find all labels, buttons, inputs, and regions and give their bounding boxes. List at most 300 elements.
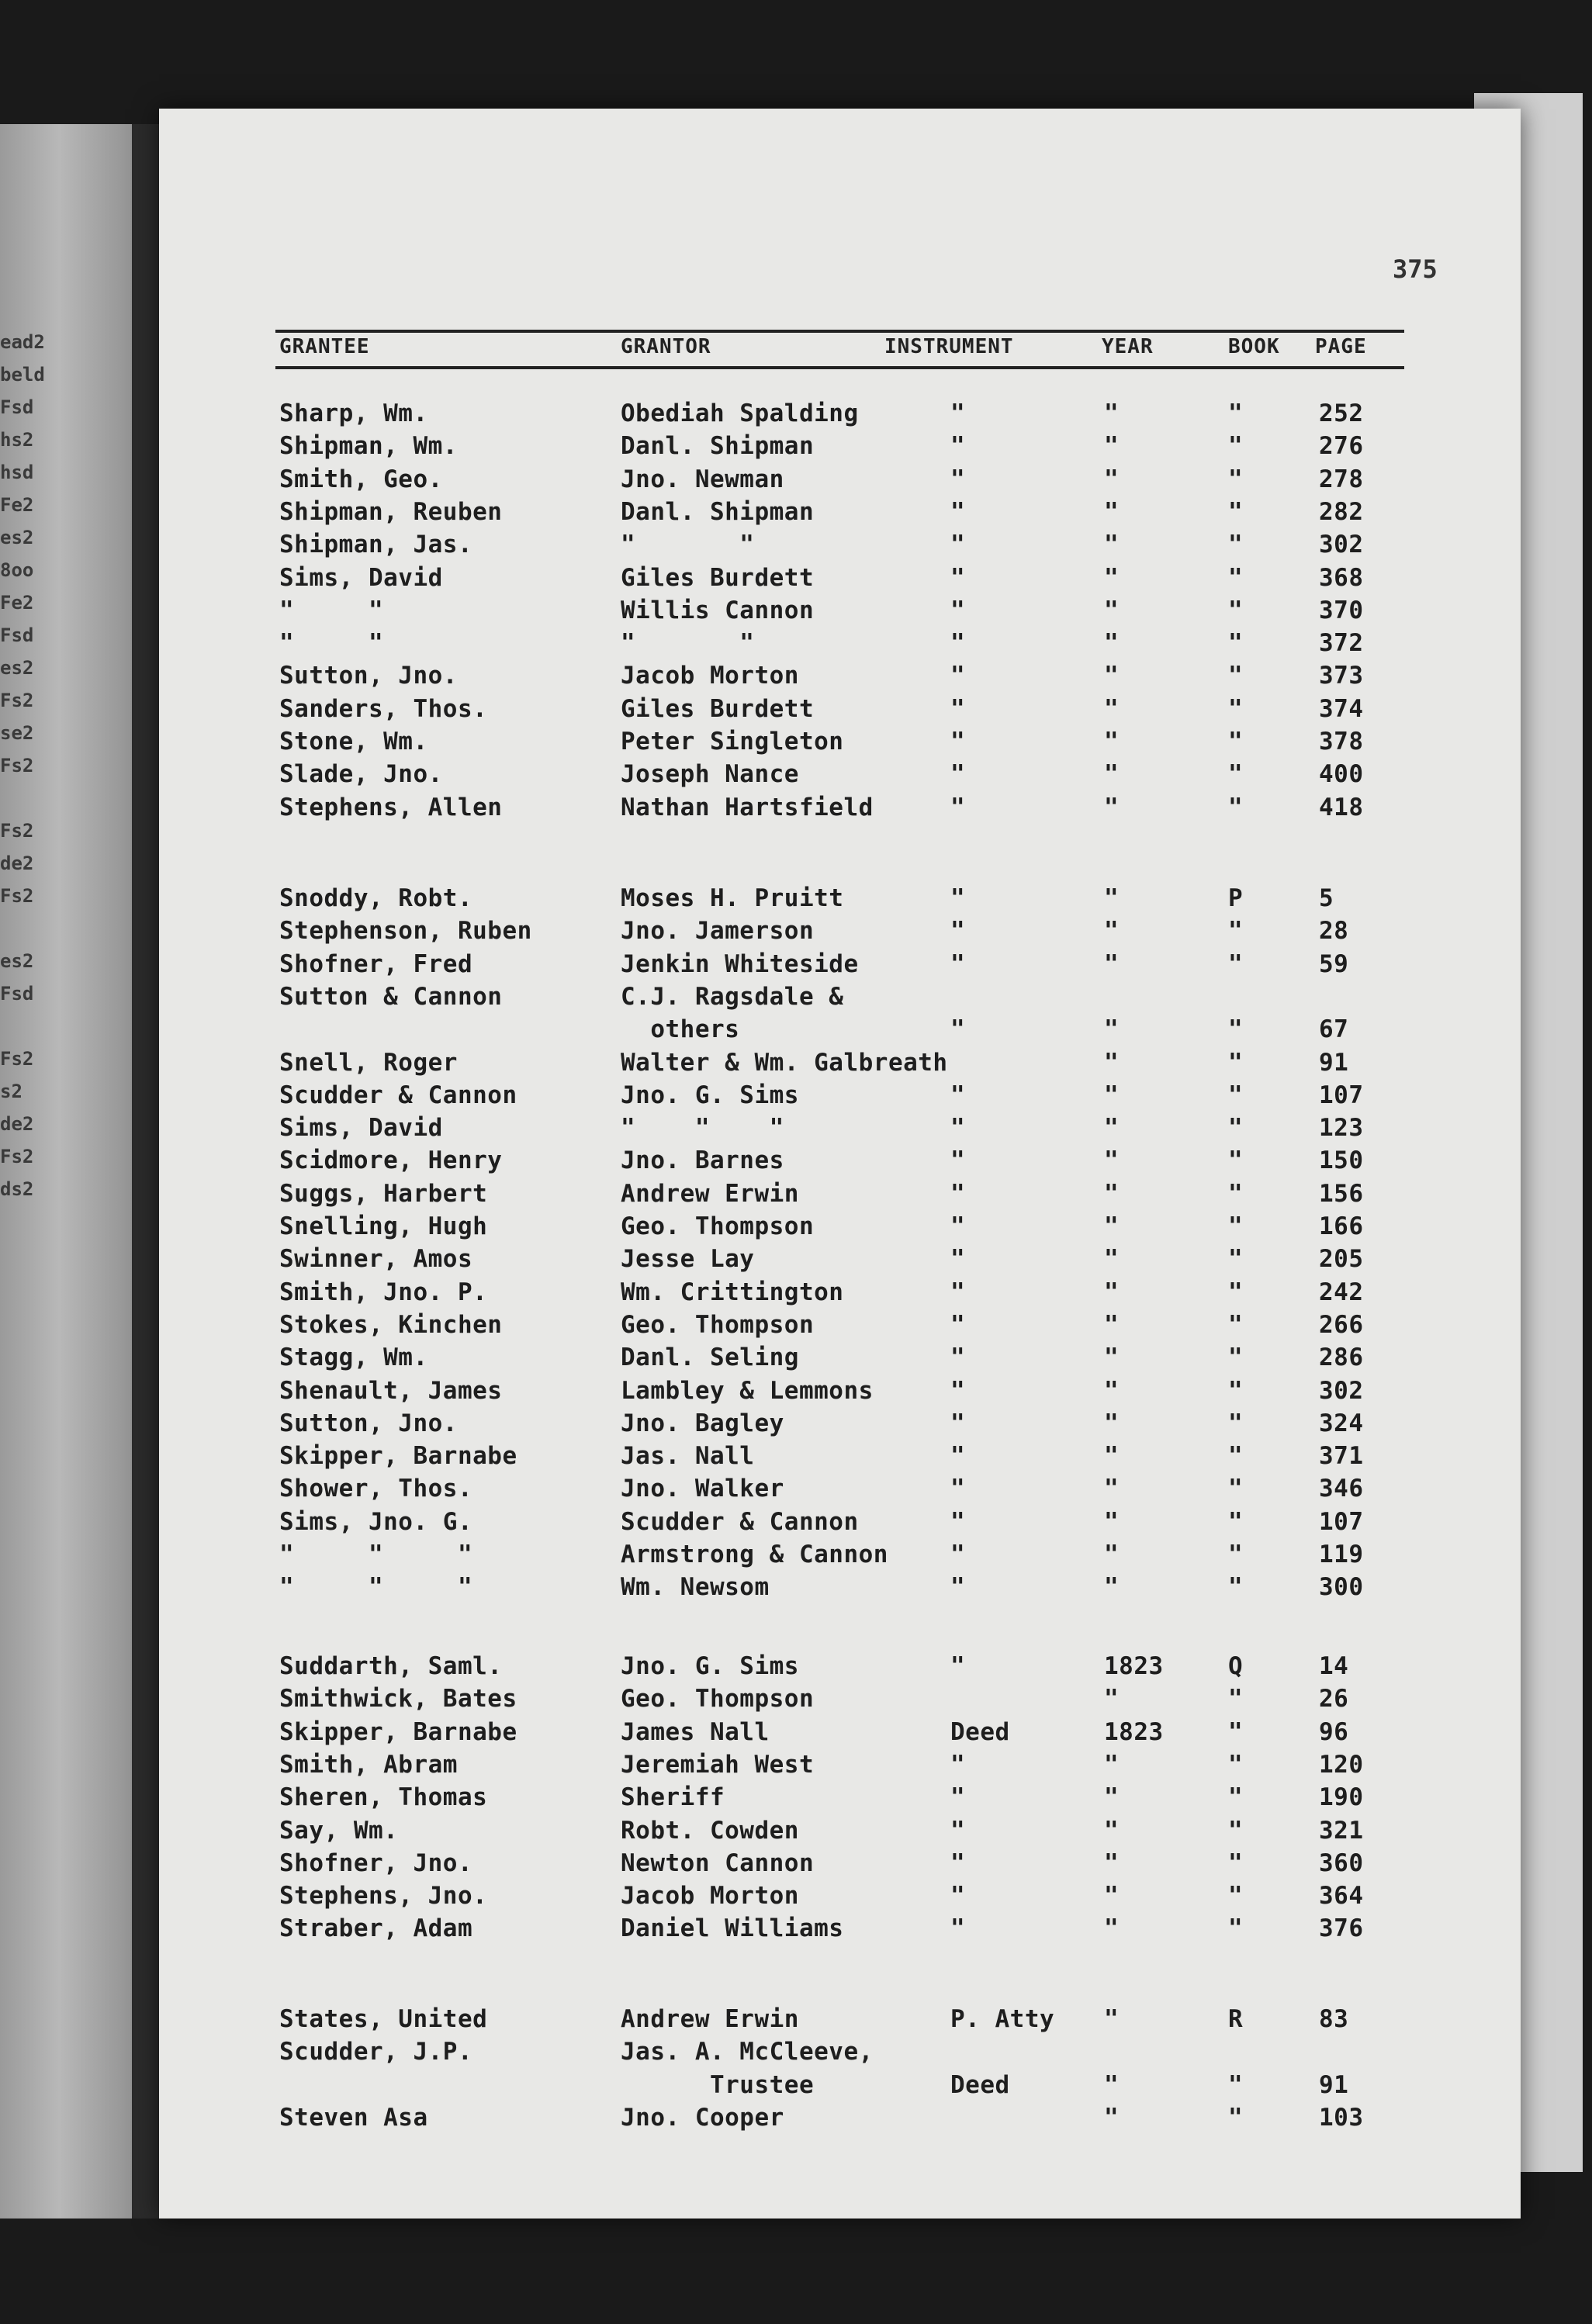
grantee-cell: " " [279,629,384,658]
ledger-row [159,1914,1521,1947]
grantor-cell: Jno. Bagley [621,1409,784,1437]
grantor-cell: Walter & Wm. Galbreath [621,1048,948,1077]
instrument-cell: " [950,760,966,789]
book-cell: " [1228,760,1244,789]
grantee-cell: Sheren, Thomas [279,1783,488,1812]
year-cell: " [1104,1179,1120,1208]
ledger-row [159,1882,1521,1914]
grantor-cell: Scudder & Cannon [621,1507,859,1536]
page-cell: 252 [1319,399,1364,427]
ledger-row [159,1508,1521,1541]
grantee-cell: Sharp, Wm. [279,399,428,427]
grantee-cell: Smith, Geo. [279,465,443,493]
page-cell: 59 [1319,949,1349,978]
grantee-cell: Sims, David [279,563,443,592]
grantor-cell: Jesse Lay [621,1245,755,1274]
book-cell: " [1228,1475,1244,1503]
grantee-cell: Straber, Adam [279,1914,473,1943]
grantor-cell: Jeremiah West [621,1750,815,1779]
grantor-cell: Lambley & Lemmons [621,1376,874,1405]
book-cell: " [1228,1783,1244,1812]
instrument-cell: " [950,1278,966,1306]
grantor-cell: Jno. Cooper [621,2103,784,2132]
page-cell: 103 [1319,2103,1364,2132]
ledger-row [159,2071,1521,2104]
grantee-cell: " " " [279,1573,473,1602]
year-cell: " [1104,596,1120,624]
instrument-cell: " [950,399,966,427]
instrument-cell: " [950,497,966,526]
ledger-row [159,2104,1521,2136]
grantee-cell: Shipman, Wm. [279,432,458,461]
year-cell: " [1104,432,1120,461]
ledger-row [159,399,1521,432]
grantee-cell: Stagg, Wm. [279,1344,428,1372]
ledger-row [159,1718,1521,1751]
instrument-cell: " [950,1179,966,1208]
page-cell: 370 [1319,596,1364,624]
ledger-row [159,465,1521,498]
grantee-cell: Slade, Jno. [279,760,443,789]
header-book: BOOK [1228,335,1280,358]
page-cell: 360 [1319,1848,1364,1877]
grantor-cell: Jno. Barnes [621,1146,784,1175]
book-cell: " [1228,1816,1244,1845]
year-cell: " [1104,563,1120,592]
page-cell: 14 [1319,1652,1349,1680]
grantee-cell: Sutton & Cannon [279,982,503,1011]
book-cell: " [1228,728,1244,756]
book-cell: " [1228,1278,1244,1306]
page-cell: 120 [1319,1750,1364,1779]
page-cell: 376 [1319,1914,1364,1943]
page-cell: 368 [1319,563,1364,592]
ledger-row [159,498,1521,531]
grantee-cell: Shipman, Reuben [279,497,503,526]
instrument-cell: " [950,1146,966,1175]
page-cell: 378 [1319,728,1364,756]
instrument-cell: " [950,563,966,592]
book-cell: " [1228,1442,1244,1471]
page-cell: 5 [1319,884,1334,912]
instrument-cell: " [950,596,966,624]
grantor-cell: Willis Cannon [621,596,815,624]
instrument-cell: " [950,1081,966,1109]
grantor-cell: Giles Burdett [621,563,815,592]
grantee-cell: Smith, Jno. P. [279,1278,488,1306]
ledger-row [159,629,1521,662]
grantee-cell: Shenault, James [279,1376,503,1405]
grantee-cell: Smith, Abram [279,1750,458,1779]
grantor-cell: Jno. Walker [621,1475,784,1503]
page-cell: 373 [1319,662,1364,690]
book-cell: " [1228,465,1244,493]
page-cell: 346 [1319,1475,1364,1503]
grantee-cell: " " [279,596,384,624]
page-cell: 166 [1319,1212,1364,1240]
ledger-row [159,1049,1521,1081]
grantee-cell: Sims, Jno. G. [279,1507,473,1536]
year-cell: " [1104,1541,1120,1568]
year-cell: " [1104,884,1120,912]
book-cell: " [1228,1015,1244,1044]
grantor-cell: Giles Burdett [621,694,815,723]
grantor-cell: Jno. G. Sims [621,1081,799,1109]
grantor-cell: Geo. Thompson [621,1685,815,1714]
instrument-cell: " [950,1015,966,1044]
page-cell: 364 [1319,1882,1364,1911]
ledger-row [159,1311,1521,1344]
grantor-cell: Geo. Thompson [621,1310,815,1339]
page-cell: 324 [1319,1409,1364,1437]
year-cell: " [1104,694,1120,723]
grantor-cell: Jno. Jamerson [621,917,815,946]
page-cell: 91 [1319,2070,1349,2099]
ledger-row [159,983,1521,1015]
instrument-cell: " [950,949,966,978]
year-cell: " [1104,917,1120,946]
year-cell: " [1104,1783,1120,1812]
instrument-cell: " [950,1652,966,1680]
book-cell: " [1228,1212,1244,1240]
page-cell: 418 [1319,793,1364,821]
book-cell: " [1228,1344,1244,1372]
ledger-row [159,950,1521,983]
year-cell: " [1104,1344,1120,1372]
page-cell: 286 [1319,1344,1364,1372]
book-cell: " [1228,1146,1244,1175]
grantor-cell: Newton Cannon [621,1848,815,1877]
book-cell: " [1228,1573,1244,1602]
grantor-cell: Jas. Nall [621,1442,755,1471]
page-cell: 266 [1319,1310,1364,1339]
grantor-cell: Danl. Seling [621,1344,799,1372]
year-cell: " [1104,1278,1120,1306]
instrument-cell: " [950,728,966,756]
year-cell: " [1104,629,1120,658]
book-cell: " [1228,563,1244,592]
grantor-cell: Daniel Williams [621,1914,844,1943]
ledger-row [159,728,1521,760]
book-cell: " [1228,1914,1244,1943]
year-cell: " [1104,728,1120,756]
instrument-cell: " [950,917,966,946]
instrument-cell: " [950,1376,966,1405]
instrument-cell: " [950,1442,966,1471]
ledger-row [159,1180,1521,1212]
page-cell: 321 [1319,1816,1364,1845]
grantee-cell: Stephenson, Ruben [279,917,532,946]
grantee-cell: Stephens, Jno. [279,1882,488,1911]
page-cell: 282 [1319,497,1364,526]
year-cell: " [1104,1914,1120,1943]
grantor-cell: Obediah Spalding [621,399,859,427]
grantee-cell: Skipper, Barnabe [279,1717,517,1746]
grantee-cell: Snoddy, Robt. [279,884,473,912]
year-cell: " [1104,2070,1120,2099]
year-cell: " [1104,1015,1120,1044]
year-cell: " [1104,2005,1120,2033]
instrument-cell: " [950,1882,966,1911]
book-cell: " [1228,2103,1244,2132]
instrument-cell: " [950,793,966,821]
book-cell: " [1228,1245,1244,1274]
header-grantor: GRANTOR [621,335,711,358]
instrument-cell: P. Atty [950,2005,1055,2033]
ledger-row [159,662,1521,694]
grantor-cell: James Nall [621,1717,770,1746]
instrument-cell: " [950,1409,966,1437]
grantor-cell: Wm. Newsom [621,1573,770,1602]
grantor-cell: Danl. Shipman [621,432,815,461]
book-cell: " [1228,1048,1244,1077]
grantor-cell: Wm. Crittington [621,1278,844,1306]
ledger-row [159,531,1521,563]
page-cell: 374 [1319,694,1364,723]
book-cell: " [1228,1409,1244,1437]
page-cell: 107 [1319,1507,1364,1536]
year-cell: " [1104,1573,1120,1602]
ledger-row [159,1652,1521,1685]
book-cell: " [1228,917,1244,946]
page-cell: 107 [1319,1081,1364,1109]
year-cell: " [1104,1081,1120,1109]
ledger-row [159,917,1521,949]
page-cell: 28 [1319,917,1349,946]
year-cell: " [1104,1442,1120,1471]
instrument-cell: Deed [950,2070,1010,2099]
grantee-cell: Steven Asa [279,2103,428,2132]
page-cell: 123 [1319,1114,1364,1143]
page-cell: 83 [1319,2005,1349,2033]
year-cell: " [1104,1310,1120,1339]
ledger-row [159,1278,1521,1311]
year-cell: " [1104,1376,1120,1405]
ledger-row [159,695,1521,728]
page-cell: 156 [1319,1179,1364,1208]
page-cell: 276 [1319,432,1364,461]
grantee-cell: Smithwick, Bates [279,1685,517,1714]
page-cell: 400 [1319,760,1364,789]
page-cell: 278 [1319,465,1364,493]
grantee-cell: Stephens, Allen [279,793,503,821]
instrument-cell: " [950,1848,966,1877]
year-cell: " [1104,1816,1120,1845]
year-cell: " [1104,399,1120,427]
ledger-row [159,1212,1521,1245]
ledger-row [159,2038,1521,2070]
grantor-cell: " " " [621,1114,784,1143]
year-cell: " [1104,1848,1120,1877]
page-cell: 205 [1319,1245,1364,1274]
book-cell: " [1228,1685,1244,1714]
grantor-cell: Geo. Thompson [621,1212,815,1240]
instrument-cell: " [950,1573,966,1602]
grantee-cell: Snelling, Hugh [279,1212,488,1240]
year-cell: " [1104,2103,1120,2132]
year-cell: " [1104,1882,1120,1911]
grantee-cell: Stone, Wm. [279,728,428,756]
grantor-cell: Sheriff [621,1783,725,1812]
year-cell: " [1104,1048,1120,1077]
header-instrument: INSTRUMENT [884,335,1014,358]
book-cell: " [1228,793,1244,821]
instrument-cell: " [950,1914,966,1943]
ledger-row [159,1442,1521,1475]
grantor-cell: " " [621,531,755,559]
book-cell: " [1228,1882,1244,1911]
instrument-cell: " [950,1816,966,1845]
ledger-row [159,1751,1521,1783]
grantee-cell: Shofner, Fred [279,949,473,978]
year-cell: " [1104,1245,1120,1274]
ledger-row [159,1344,1521,1376]
book-cell: Q [1228,1652,1244,1680]
page-cell: 91 [1319,1048,1349,1077]
instrument-cell: " [950,1245,966,1274]
book-cell: " [1228,1848,1244,1877]
instrument-cell: " [950,884,966,912]
ledger-row [159,432,1521,465]
book-cell: P [1228,884,1244,912]
instrument-cell: " [950,1783,966,1812]
page-cell: 371 [1319,1442,1364,1471]
book-cell: " [1228,531,1244,559]
year-cell: " [1104,949,1120,978]
page-cell: 26 [1319,1685,1349,1714]
book-cell: " [1228,1179,1244,1208]
ledger-row [159,794,1521,826]
grantee-cell: Swinner, Amos [279,1245,473,1274]
book-cell: " [1228,662,1244,690]
grantee-cell: Sims, David [279,1114,443,1143]
ledger-row [159,1817,1521,1849]
book-cell: " [1228,596,1244,624]
header-page: PAGE [1315,335,1367,358]
grantee-cell: States, United [279,2005,488,2033]
grantee-cell: Sanders, Thos. [279,694,488,723]
book-cell: " [1228,1541,1244,1568]
page-cell: 242 [1319,1278,1364,1306]
grantee-cell: Suddarth, Saml. [279,1652,503,1680]
year-cell: " [1104,1212,1120,1240]
grantor-cell: Joseph Nance [621,760,799,789]
ledger-row [159,1081,1521,1114]
grantor-cell: Jno. G. Sims [621,1652,799,1680]
ledger-row [159,1685,1521,1717]
page-cell: 190 [1319,1783,1364,1812]
header-year: YEAR [1102,335,1154,358]
book-cell: " [1228,497,1244,526]
page-cell: 96 [1319,1717,1349,1746]
grantor-cell: " " [621,629,755,658]
grantor-cell: Andrew Erwin [621,2005,799,2033]
ledger-row [159,1541,1521,1573]
book-cell: R [1228,2005,1244,2033]
book-cell: " [1228,2070,1244,2099]
page-cell: 150 [1319,1146,1364,1175]
year-cell: " [1104,465,1120,493]
instrument-cell: " [950,432,966,461]
ledger-row [159,1377,1521,1409]
grantor-cell: Moses H. Pruitt [621,884,844,912]
year-cell: " [1104,1146,1120,1175]
year-cell: " [1104,1114,1120,1143]
ledger-row [159,2005,1521,2038]
grantee-cell: Shipman, Jas. [279,531,473,559]
book-cell: " [1228,1750,1244,1779]
grantee-cell: Snell, Roger [279,1048,458,1077]
year-cell: " [1104,1750,1120,1779]
year-cell: " [1104,662,1120,690]
ledger-row [159,1114,1521,1146]
instrument-cell: " [950,1750,966,1779]
page-cell: 300 [1319,1573,1364,1602]
grantee-cell: Scudder & Cannon [279,1081,517,1109]
instrument-cell: " [950,531,966,559]
book-cell: " [1228,399,1244,427]
year-cell: " [1104,1685,1120,1714]
ledger-row [159,1573,1521,1606]
year-cell: 1823 [1104,1652,1164,1680]
year-cell: " [1104,1409,1120,1437]
year-cell: " [1104,497,1120,526]
year-cell: " [1104,1507,1120,1536]
page-cell: 302 [1319,531,1364,559]
grantor-cell: Jenkin Whiteside [621,949,859,978]
book-cell: " [1228,1114,1244,1143]
grantee-cell: Sutton, Jno. [279,662,458,690]
instrument-cell: " [950,1475,966,1503]
grantee-cell: Stokes, Kinchen [279,1310,503,1339]
page-cell: 372 [1319,629,1364,658]
book-cell: " [1228,694,1244,723]
instrument-cell: " [950,1212,966,1240]
instrument-cell: Deed [950,1717,1010,1746]
grantee-cell: " " " [279,1541,473,1568]
grantor-cell: Armstrong & Cannon [621,1541,888,1568]
grantee-cell: Sutton, Jno. [279,1409,458,1437]
grantor-cell: Jacob Morton [621,1882,799,1911]
grantee-cell: Shofner, Jno. [279,1848,473,1877]
ledger-row [159,884,1521,917]
grantor-cell: Nathan Hartsfield [621,793,874,821]
instrument-cell: " [950,1541,966,1568]
left-page-edge-text: ead2 beld Fsd hs2 hsd Fe2 es2 8oo Fe2 Fsd es2 Fs2 se2 Fs2 Fs2 de2 Fs2 es2 Fsd Fs2 s2 de2 Fs2 ds2 [0,331,45,1200]
instrument-cell: " [950,465,966,493]
ledger-row [159,760,1521,793]
year-cell: " [1104,531,1120,559]
header-top-rule [275,330,1404,333]
grantor-cell: Danl. Shipman [621,497,815,526]
book-cell: " [1228,949,1244,978]
instrument-cell: " [950,1344,966,1372]
column-header-row [159,335,1521,366]
ledger-row [159,1475,1521,1507]
grantee-cell: Scidmore, Henry [279,1146,503,1175]
year-cell: " [1104,760,1120,789]
book-cell: " [1228,1310,1244,1339]
ledger-row [159,1409,1521,1442]
header-grantee: GRANTEE [279,335,370,358]
grantor-cell: Trustee [621,2070,815,2099]
grantor-cell: Jas. A. McCleeve, [621,2038,874,2066]
book-cell: " [1228,1717,1244,1746]
ledger-row [159,597,1521,629]
grantor-cell: others [621,1015,740,1044]
ledger-row [159,1146,1521,1179]
page-cell: 67 [1319,1015,1349,1044]
